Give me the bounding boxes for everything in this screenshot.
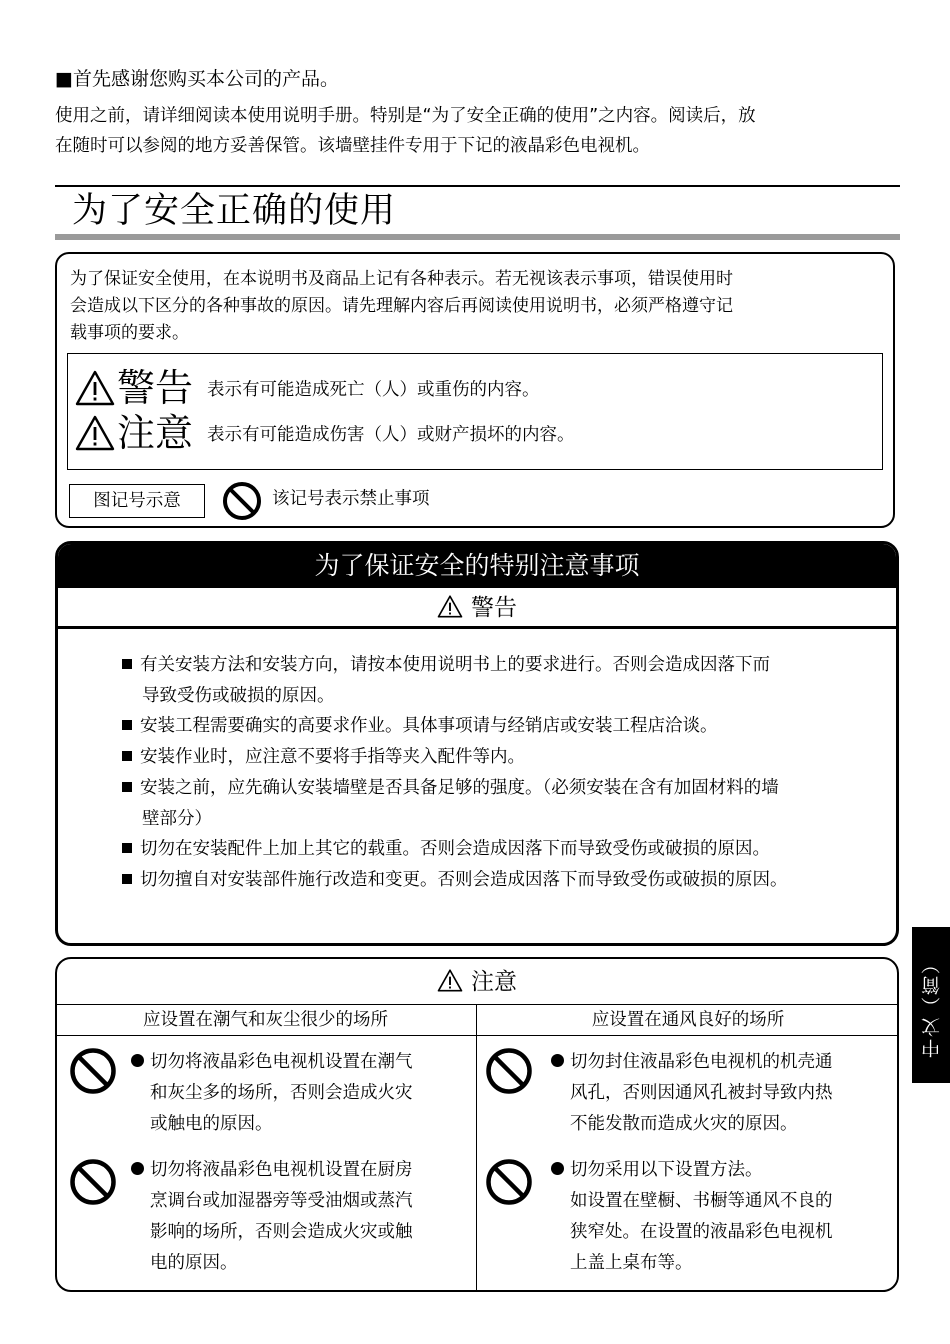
- warning-description: 表示有可能造成死亡（人）或重伤的内容。: [207, 379, 540, 400]
- caution-word: 注意: [117, 411, 194, 455]
- intro-line: 使用之前，请详细阅读本使用说明手册。特别是“为了安全正确的使用”之内容。阅读后，放: [55, 106, 756, 126]
- language-tab-label: 中文（简）: [920, 952, 943, 1058]
- square-bullet-icon: [122, 843, 132, 853]
- caution-item-text: 风孔，否则因通风孔被封导致内热: [570, 1083, 833, 1103]
- caution-definition: [75, 410, 575, 456]
- warning-definition: [75, 365, 540, 411]
- caution-description: 表示有可能造成伤害（人）或财产损坏的内容。: [207, 424, 575, 445]
- list-item-text: 切勿在安装配件上加上其它的载重。否则会造成因落下而导致受伤或破损的原因。: [140, 839, 770, 860]
- symbol-description: 该记号表示禁止事项: [272, 489, 430, 509]
- caution-item-text: 烹调台或加湿器旁等受油烟或蒸汽: [150, 1191, 413, 1211]
- symbol-label: 图记号示意: [69, 484, 205, 518]
- list-item-text: 切勿擅自对安装部件施行改造和变更。否则会造成因落下而导致受伤或破损的原因。: [140, 869, 788, 890]
- divider: [55, 1004, 899, 1005]
- bullet-dot-icon: [131, 1054, 144, 1067]
- caution-item-text: 切勿采用以下设置方法。: [570, 1160, 763, 1180]
- bullet-dot-icon: [551, 1162, 564, 1175]
- caution-item-text: 切勿将液晶彩色电视机设置在潮气: [150, 1052, 413, 1072]
- list-item: [122, 650, 897, 681]
- prohibited-icon: [485, 1047, 533, 1095]
- warning-triangle-icon: [75, 415, 115, 451]
- list-item: [122, 834, 897, 865]
- list-item: [122, 865, 897, 896]
- warning-triangle-icon: [75, 370, 115, 406]
- intro-heading: ■首先感谢您购买本公司的产品。: [55, 68, 339, 90]
- caution-item-text: 如设置在壁橱、书橱等通风不良的: [570, 1191, 833, 1211]
- square-bullet-icon: [122, 659, 132, 669]
- caution-item-text: 切勿封住液晶彩色电视机的机壳通: [570, 1052, 833, 1072]
- list-item: [122, 742, 897, 773]
- title-top-rule: [55, 185, 900, 187]
- square-bullet-icon: [122, 874, 132, 884]
- list-item-text: 安装作业时，应注意不要将手指等夹入配件等内。: [140, 747, 525, 768]
- legend-paragraph: [70, 266, 880, 347]
- warning-subheader: [58, 588, 896, 629]
- square-bullet-icon: [122, 720, 132, 730]
- list-item: [122, 711, 897, 742]
- title-bottom-rule: [55, 234, 900, 240]
- prohibited-icon: [69, 1047, 117, 1095]
- prohibited-icon: [69, 1158, 117, 1206]
- square-bullet-icon: [122, 751, 132, 761]
- caution-item-text: 影响的场所，否则会造成火灾或触: [150, 1222, 413, 1242]
- caution-item-text: 切勿将液晶彩色电视机设置在厨房: [150, 1160, 413, 1180]
- caution-item-text: 上盖上桌布等。: [570, 1253, 693, 1273]
- intro-line: 在随时可以参阅的地方妥善保管。该墙壁挂件专用于下记的液晶彩色电视机。: [55, 136, 650, 156]
- warning-triangle-icon: [437, 969, 463, 992]
- list-item-continuation: 壁部分）: [142, 808, 212, 829]
- list-item: [122, 773, 897, 804]
- warning-word: 警告: [117, 366, 194, 410]
- warning-subheader-label: 警告: [471, 595, 517, 621]
- warning-box-header: 为了保证安全的特别注意事项: [58, 544, 896, 588]
- bullet-dot-icon: [131, 1162, 144, 1175]
- caution-title: [55, 963, 899, 1001]
- column-divider: [476, 1004, 477, 1290]
- right-column-header: 应设置在通风良好的场所: [591, 1010, 785, 1030]
- prohibited-icon: [222, 481, 262, 521]
- bullet-dot-icon: [551, 1054, 564, 1067]
- warning-triangle-icon: [437, 595, 463, 618]
- caution-title-label: 注意: [471, 969, 517, 995]
- left-column-header: 应设置在潮气和灰尘很少的场所: [143, 1010, 388, 1030]
- legend-line: 为了保证安全使用，在本说明书及商品上记有各种表示。若无视该表示事项，错误使用时: [70, 269, 733, 289]
- caution-item-text: 狭窄处。在设置的液晶彩色电视机: [570, 1222, 833, 1242]
- caution-item-text: 不能发散而造成火灾的原因。: [570, 1114, 798, 1134]
- caution-item: [131, 1047, 413, 1140]
- list-item-continuation: 导致受伤或破损的原因。: [142, 685, 335, 706]
- caution-item-text: 电的原因。: [150, 1253, 238, 1273]
- prohibited-icon: [485, 1158, 533, 1206]
- intro-paragraph: [55, 101, 895, 161]
- caution-item-text: 和灰尘多的场所，否则会造成火灾: [150, 1083, 413, 1103]
- section-title: 为了安全正确的使用: [72, 191, 397, 231]
- list-item-text: 安装工程需要确实的高要求作业。具体事项请与经销店或安装工程店洽谈。: [140, 716, 718, 737]
- list-item-text: 有关安装方法和安装方向，请按本使用说明书上的要求进行。否则会造成因落下而: [140, 655, 770, 675]
- warning-list: [122, 650, 897, 896]
- legend-line: 载事项的要求。: [70, 323, 189, 343]
- caution-item-text: 或触电的原因。: [150, 1114, 273, 1134]
- square-bullet-icon: [122, 782, 132, 792]
- caution-item: [131, 1155, 413, 1279]
- legend-line: 会造成以下区分的各种事故的原因。请先理解内容后再阅读使用说明书，必须严格遵守记: [70, 296, 733, 316]
- caution-item: [551, 1155, 833, 1279]
- caution-item: [551, 1047, 833, 1140]
- language-tab: [912, 927, 950, 1083]
- list-item-text: 安装之前，应先确认安装墙壁是否具备足够的强度。（必须安装在含有加固材料的墙: [140, 777, 779, 798]
- divider: [55, 1035, 899, 1036]
